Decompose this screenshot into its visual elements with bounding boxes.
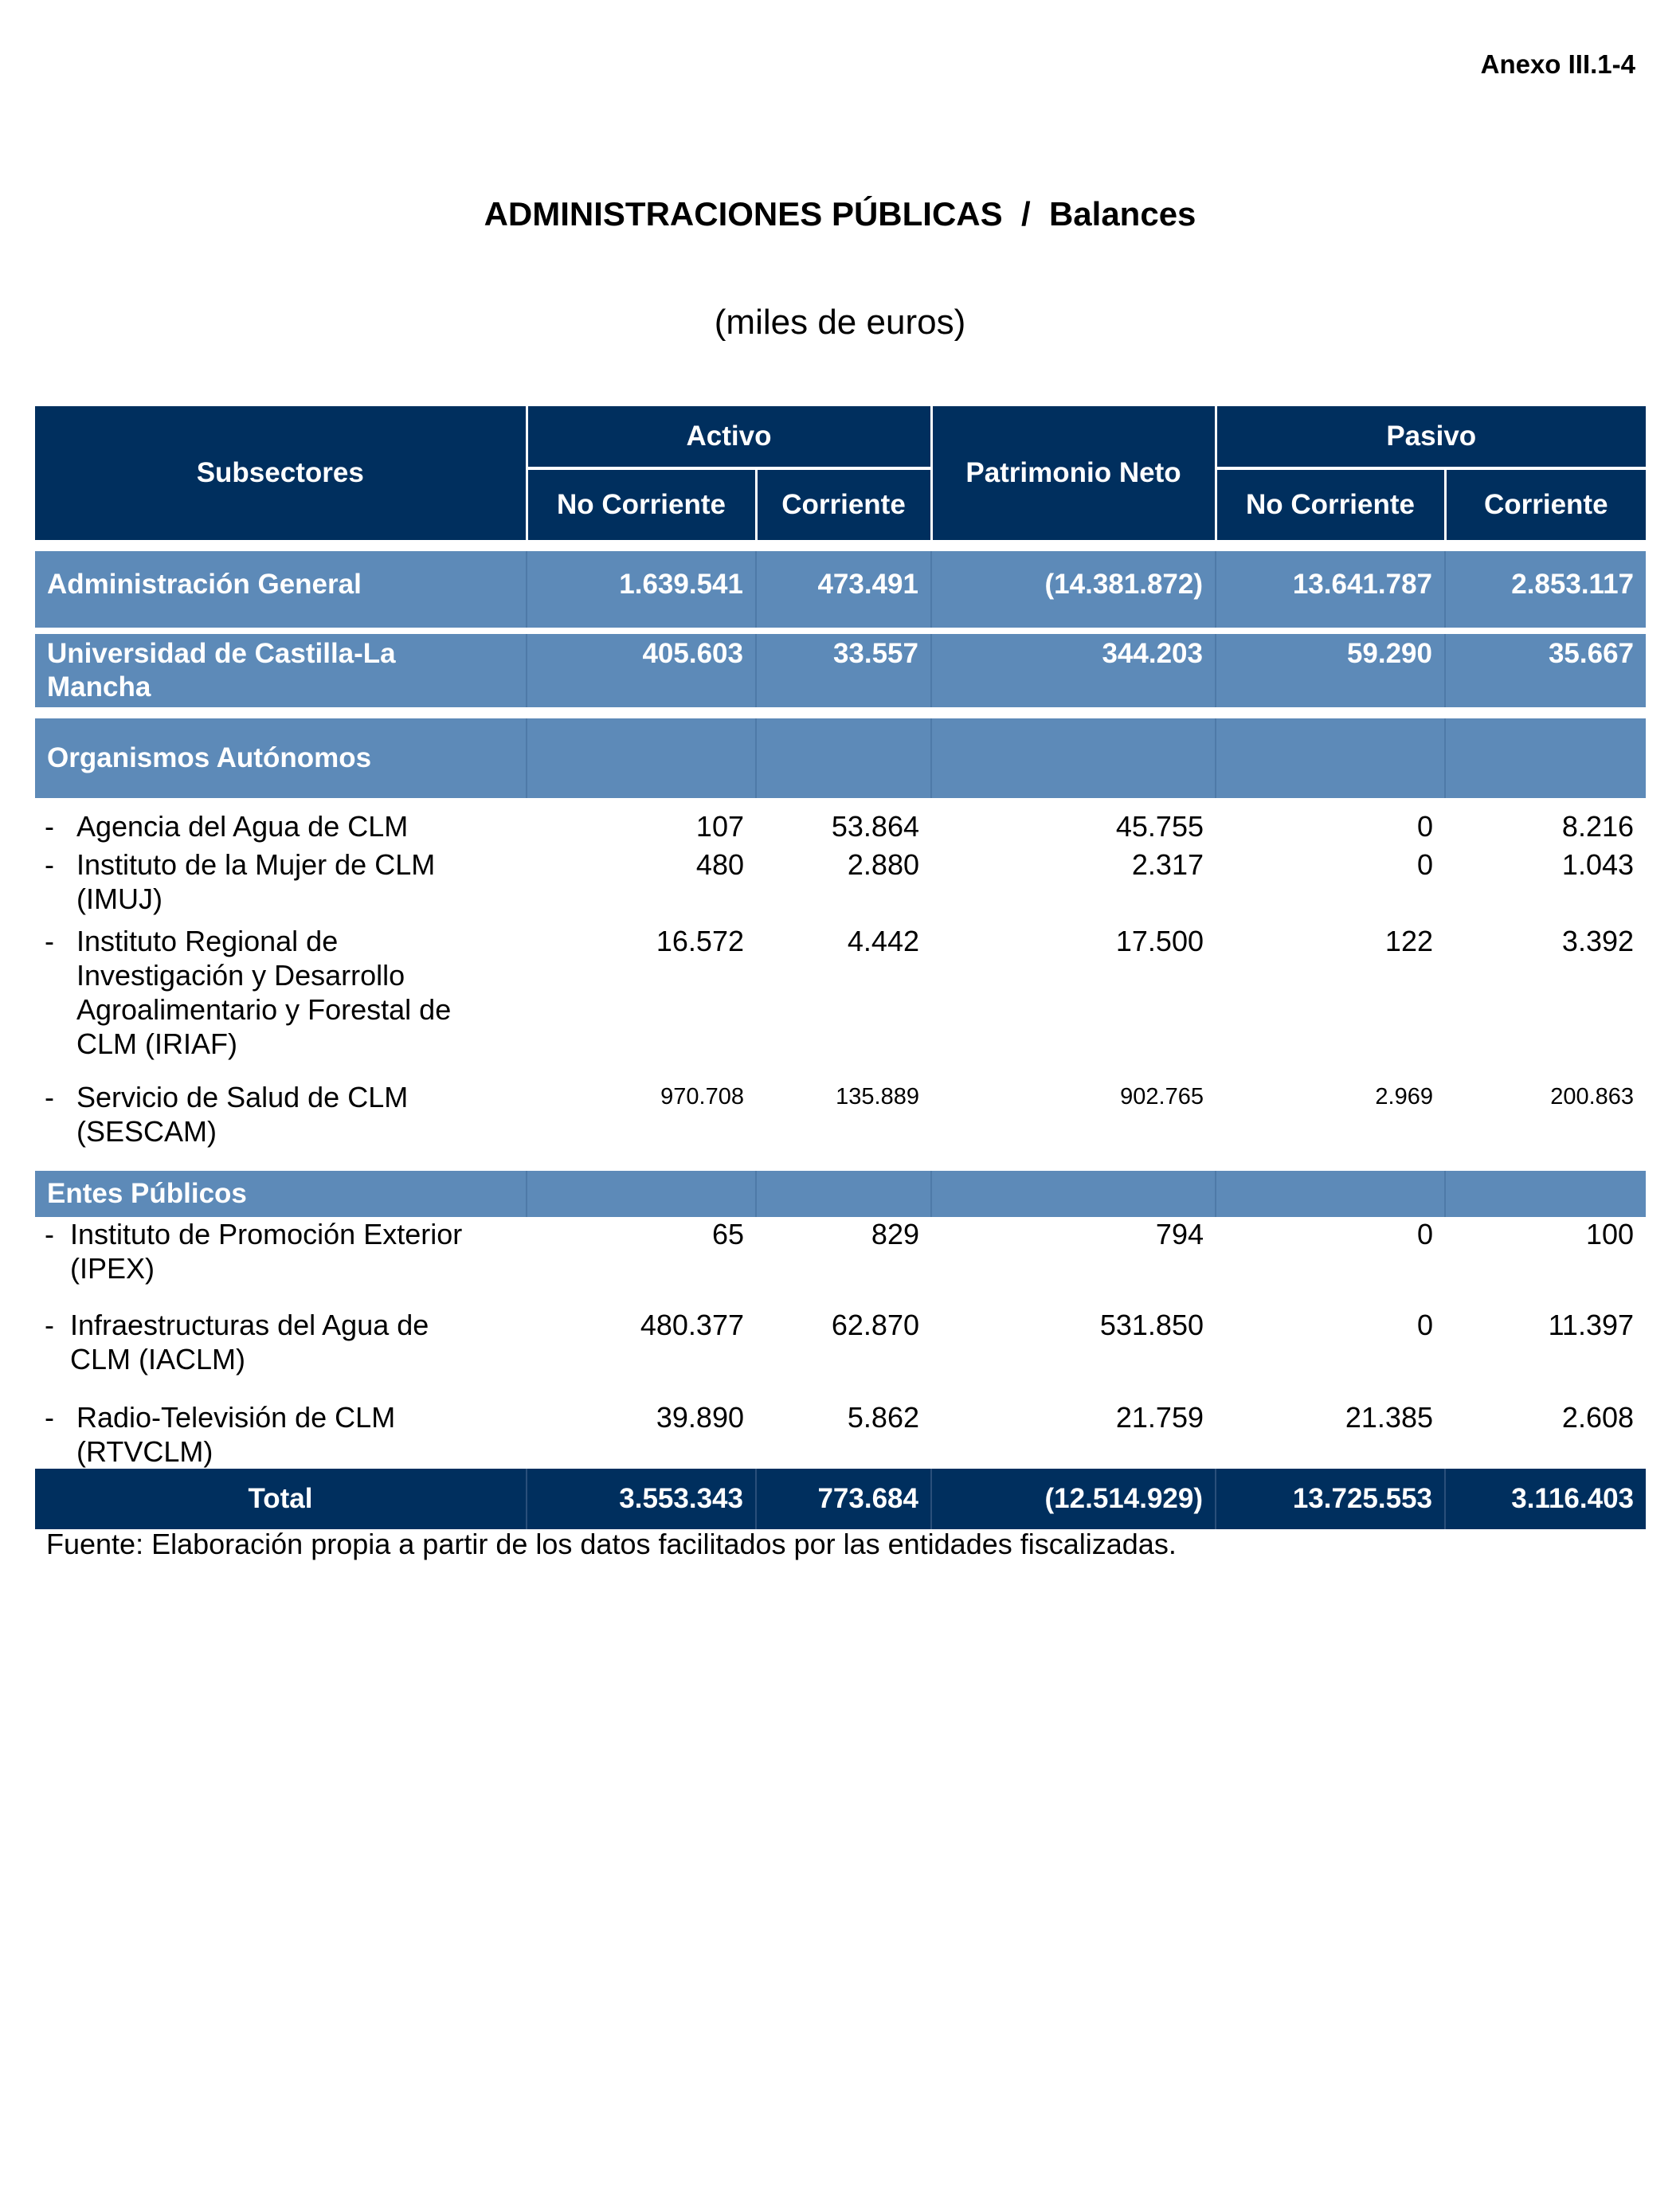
cell-activo-corriente: 4.442 xyxy=(756,924,931,1080)
cell-patrimonio-neto: 21.759 xyxy=(931,1400,1216,1469)
header-pasivo-corriente: Corriente xyxy=(1445,468,1646,540)
cell-patrimonio-neto: (14.381.872) xyxy=(931,551,1216,628)
annex-label: Anexo III.1-4 xyxy=(1480,49,1635,79)
cell-pasivo-no-corriente: 0 xyxy=(1216,798,1445,847)
cell-pasivo-corriente: 35.667 xyxy=(1445,634,1646,707)
header-patrimonio-neto: Patrimonio Neto xyxy=(931,406,1216,540)
header-row-top xyxy=(35,406,1646,468)
row-name: Universidad de Castilla-La Mancha xyxy=(35,634,527,707)
page-subtitle: (miles de euros) xyxy=(714,303,966,342)
cell-patrimonio-neto: (12.514.929) xyxy=(931,1469,1216,1529)
cell-patrimonio-neto: 45.755 xyxy=(931,798,1216,847)
row-name: - Instituto de la Mujer de CLM (IMUJ) xyxy=(35,847,527,924)
table-row-total xyxy=(35,1469,1646,1529)
cell-patrimonio-neto: 531.850 xyxy=(931,1308,1216,1400)
row-name: - Servicio de Salud de CLM (SESCAM) xyxy=(35,1080,527,1171)
cell-activo-corriente: 5.862 xyxy=(756,1400,931,1469)
cell-pasivo-no-corriente: 13.641.787 xyxy=(1216,551,1445,628)
cell-patrimonio-neto: 17.500 xyxy=(931,924,1216,1080)
total-label: Total xyxy=(35,1469,527,1529)
cell-activo-corriente: 829 xyxy=(756,1217,931,1308)
cell-patrimonio-neto: 902.765 xyxy=(931,1080,1216,1171)
cell-pasivo-no-corriente: 59.290 xyxy=(1216,634,1445,707)
table-row xyxy=(35,1400,1646,1469)
cell-activo-corriente: 473.491 xyxy=(756,551,931,628)
cell-pasivo-no-corriente: 13.725.553 xyxy=(1216,1469,1445,1529)
cell-activo-no-corriente: 39.890 xyxy=(527,1400,756,1469)
cell-activo-no-corriente: 1.639.541 xyxy=(527,551,756,628)
cell-patrimonio-neto: 2.317 xyxy=(931,847,1216,924)
source-note: Fuente: Elaboración propia a partir de los datos facilitados por las entidades fiscalizadas. xyxy=(46,1528,1177,1560)
cell-activo-no-corriente: 970.708 xyxy=(527,1080,756,1171)
table-row xyxy=(35,847,1646,924)
row-name: - Agencia del Agua de CLM xyxy=(35,798,527,847)
cell-activo-no-corriente: 480 xyxy=(527,847,756,924)
cell-activo-no-corriente: 405.603 xyxy=(527,634,756,707)
cell-pasivo-corriente: 1.043 xyxy=(1445,847,1646,924)
cell-patrimonio-neto: 344.203 xyxy=(931,634,1216,707)
cell-activo-no-corriente: 16.572 xyxy=(527,924,756,1080)
cell-pasivo-corriente: 3.392 xyxy=(1445,924,1646,1080)
cell-pasivo-no-corriente: 0 xyxy=(1216,847,1445,924)
row-name: - Infraestructuras del Agua de CLM (IACLM) xyxy=(35,1308,527,1400)
cell-patrimonio-neto: 794 xyxy=(931,1217,1216,1308)
cell-activo-corriente: 773.684 xyxy=(756,1469,931,1529)
cell-activo-no-corriente: 3.553.343 xyxy=(527,1469,756,1529)
row-name: Administración General xyxy=(35,551,527,628)
table-row xyxy=(35,924,1646,1080)
table-row-universidad xyxy=(35,634,1646,707)
cell-pasivo-corriente: 8.216 xyxy=(1445,798,1646,847)
table-row xyxy=(35,798,1646,847)
header-activo-no-corriente: No Corriente xyxy=(527,468,756,540)
table-row-administracion-general xyxy=(35,551,1646,628)
cell-pasivo-no-corriente: 122 xyxy=(1216,924,1445,1080)
cell-activo-no-corriente: 107 xyxy=(527,798,756,847)
cell-activo-corriente: 2.880 xyxy=(756,847,931,924)
table-row xyxy=(35,1308,1646,1400)
cell-pasivo-corriente: 200.863 xyxy=(1445,1080,1646,1171)
header-pasivo: Pasivo xyxy=(1216,406,1646,468)
table-row xyxy=(35,1217,1646,1308)
cell-activo-corriente: 33.557 xyxy=(756,634,931,707)
cell-pasivo-corriente: 11.397 xyxy=(1445,1308,1646,1400)
row-name: - Instituto de Promoción Exterior (IPEX) xyxy=(35,1217,527,1308)
row-name: - Radio-Televisión de CLM (RTVCLM) xyxy=(35,1400,527,1469)
cell-pasivo-no-corriente: 0 xyxy=(1216,1217,1445,1308)
table-section-entes-publicos xyxy=(35,1171,1646,1217)
table-section-organismos-autonomos xyxy=(35,718,1646,798)
cell-pasivo-no-corriente: 2.969 xyxy=(1216,1080,1445,1171)
cell-pasivo-corriente: 2.853.117 xyxy=(1445,551,1646,628)
cell-activo-corriente: 135.889 xyxy=(756,1080,931,1171)
row-name: - Instituto Regional de Investigación y Desarrollo Agroalimentario y Forestal de CLM (IRIAF) xyxy=(35,924,527,1080)
cell-pasivo-corriente: 3.116.403 xyxy=(1445,1469,1646,1529)
cell-pasivo-no-corriente: 0 xyxy=(1216,1308,1445,1400)
cell-activo-corriente: 53.864 xyxy=(756,798,931,847)
cell-activo-corriente: 62.870 xyxy=(756,1308,931,1400)
section-title: Organismos Autónomos xyxy=(35,718,527,798)
header-activo: Activo xyxy=(527,406,931,468)
header-pasivo-no-corriente: No Corriente xyxy=(1216,468,1445,540)
balances-table xyxy=(35,406,1646,1529)
table-row xyxy=(35,1080,1646,1171)
cell-activo-no-corriente: 480.377 xyxy=(527,1308,756,1400)
cell-pasivo-no-corriente: 21.385 xyxy=(1216,1400,1445,1469)
cell-pasivo-corriente: 100 xyxy=(1445,1217,1646,1308)
page-title: ADMINISTRACIONES PÚBLICAS / Balances xyxy=(484,195,1196,233)
cell-pasivo-corriente: 2.608 xyxy=(1445,1400,1646,1469)
cell-activo-no-corriente: 65 xyxy=(527,1217,756,1308)
section-title: Entes Públicos xyxy=(35,1171,527,1217)
header-activo-corriente: Corriente xyxy=(756,468,931,540)
header-subsectores: Subsectores xyxy=(35,406,527,540)
